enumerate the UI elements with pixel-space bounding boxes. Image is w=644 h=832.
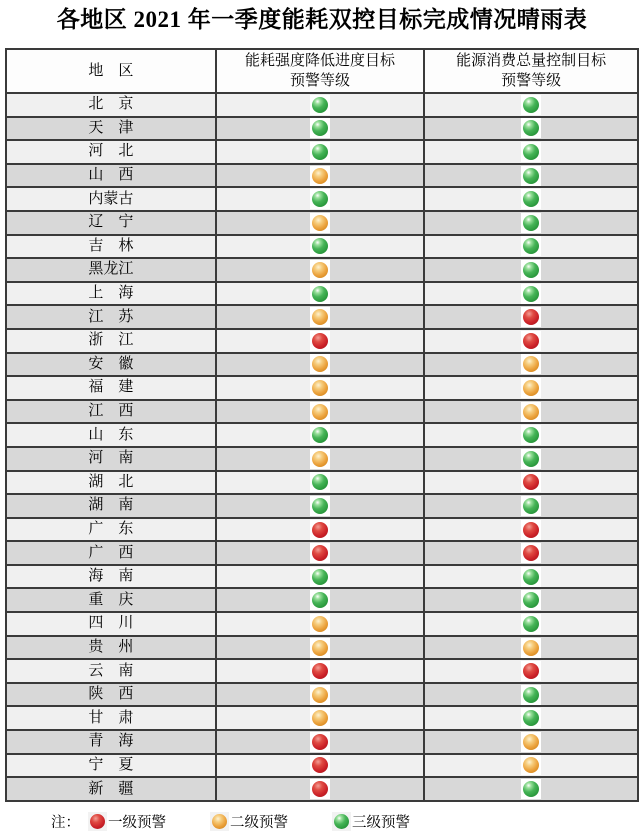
header-region-cell: 地 区 [6,49,216,93]
region-cell: 山 西 [6,164,216,188]
table-row [6,730,638,754]
intensity-warning-cell [216,730,425,754]
barometer-table [5,48,639,802]
region-cell: 江 西 [6,400,216,424]
consumption-warning-cell [424,400,638,424]
warning-dot-icon [310,331,330,351]
warning-dot-icon [310,95,330,115]
warning-dot-icon [521,402,541,422]
warning-dot-icon [521,95,541,115]
warning-dot-icon [521,166,541,186]
region-cell: 河 南 [6,447,216,471]
region-cell: 福 建 [6,376,216,400]
warning-dot-icon [310,166,330,186]
region-cell: 新 疆 [6,777,216,801]
legend-label: 二级预警 [230,814,288,831]
consumption-warning-cell [424,518,638,542]
warning-dot-icon [521,142,541,162]
intensity-warning-cell [216,282,425,306]
warning-dot-icon [521,213,541,233]
consumption-warning-cell [424,258,638,282]
consumption-warning-cell [424,730,638,754]
consumption-warning-cell [424,187,638,211]
consumption-warning-cell [424,423,638,447]
consumption-warning-cell [424,164,638,188]
warning-dot-icon [310,307,330,327]
warning-dot-icon [521,284,541,304]
region-cell: 黑龙江 [6,258,216,282]
table-row [6,494,638,518]
table-row [6,305,638,329]
warning-dot-icon [310,543,330,563]
legend-item [210,811,288,832]
intensity-warning-cell [216,305,425,329]
intensity-warning-cell [216,683,425,707]
consumption-warning-cell [424,447,638,471]
page-title: 各地区 2021 年一季度能耗双控目标完成情况晴雨表 [56,7,588,32]
header-row [6,49,638,93]
region-cell: 青 海 [6,730,216,754]
header-consumption-cell [424,49,638,93]
region-cell: 山 东 [6,423,216,447]
region-cell: 宁 夏 [6,754,216,778]
region-cell: 天 津 [6,117,216,141]
consumption-warning-cell [424,282,638,306]
warning-dot-icon [310,755,330,775]
warning-dot-icon [310,590,330,610]
intensity-warning-cell [216,376,425,400]
consumption-warning-cell [424,636,638,660]
warning-dot-icon [310,708,330,728]
warning-dot-icon [521,661,541,681]
intensity-warning-cell [216,565,425,589]
level2-warning-icon [210,812,229,831]
warning-dot-icon [310,520,330,540]
consumption-warning-cell [424,706,638,730]
intensity-warning-cell [216,93,425,117]
warning-dot-icon [310,354,330,374]
consumption-warning-cell [424,683,638,707]
table-row [6,353,638,377]
warning-dot-icon [521,708,541,728]
warning-dot-icon [521,685,541,705]
warning-dot-icon [521,331,541,351]
table-row [6,423,638,447]
consumption-warning-cell [424,777,638,801]
table-row [6,329,638,353]
warning-dot-icon [521,425,541,445]
intensity-warning-cell [216,211,425,235]
header-intensity-cell [216,49,425,93]
table-row [6,93,638,117]
header-consumption-line1: 能源消费总量控制目标 [456,53,607,69]
consumption-warning-cell [424,471,638,495]
header-intensity-line1: 能耗强度降低进度目标 [244,53,395,69]
intensity-warning-cell [216,494,425,518]
warning-dot-icon [310,142,330,162]
table-row [6,235,638,259]
region-cell: 湖 南 [6,494,216,518]
header-consumption-line2: 预警等级 [501,73,562,89]
warning-dot-icon [310,661,330,681]
warning-dot-icon [521,118,541,138]
table-row [6,187,638,211]
consumption-warning-cell [424,353,638,377]
warning-dot-icon [310,284,330,304]
warning-dot-icon [521,496,541,516]
legend-note: 注： [51,814,80,831]
warning-dot-icon [521,378,541,398]
intensity-warning-cell [216,400,425,424]
region-cell: 贵 州 [6,636,216,660]
intensity-warning-cell [216,187,425,211]
intensity-warning-cell [216,447,425,471]
table-row [6,471,638,495]
warning-dot-icon [521,307,541,327]
legend-item [332,811,410,832]
warning-dot-icon [521,732,541,752]
intensity-warning-cell [216,353,425,377]
intensity-warning-cell [216,235,425,259]
intensity-warning-cell [216,659,425,683]
legend-item [88,811,166,832]
consumption-warning-cell [424,659,638,683]
region-cell: 重 庆 [6,588,216,612]
region-cell: 江 苏 [6,305,216,329]
region-cell: 甘 肃 [6,706,216,730]
consumption-warning-cell [424,588,638,612]
region-cell: 湖 北 [6,471,216,495]
consumption-warning-cell [424,117,638,141]
warning-dot-icon [310,638,330,658]
intensity-warning-cell [216,754,425,778]
intensity-warning-cell [216,258,425,282]
intensity-warning-cell [216,636,425,660]
consumption-warning-cell [424,140,638,164]
warning-dot-icon [310,213,330,233]
consumption-warning-cell [424,235,638,259]
region-cell: 陕 西 [6,683,216,707]
consumption-warning-cell [424,93,638,117]
region-cell: 海 南 [6,565,216,589]
region-cell: 北 京 [6,93,216,117]
region-cell: 四 川 [6,612,216,636]
table-row [6,282,638,306]
table-row [6,164,638,188]
table-row [6,565,638,589]
warning-dot-icon [521,614,541,634]
warning-dot-icon [521,567,541,587]
region-cell: 上 海 [6,282,216,306]
intensity-warning-cell [216,612,425,636]
warning-dot-icon [310,567,330,587]
warning-dot-icon [310,614,330,634]
table-row [6,447,638,471]
warning-dot-icon [310,402,330,422]
table-row [6,400,638,424]
warning-dot-icon [310,118,330,138]
table-row [6,541,638,565]
region-cell: 辽 宁 [6,211,216,235]
table-body [6,93,638,801]
region-cell: 安 徽 [6,353,216,377]
warning-dot-icon [521,260,541,280]
table-row [6,659,638,683]
warning-dot-icon [310,449,330,469]
warning-dot-icon [310,236,330,256]
consumption-warning-cell [424,565,638,589]
warning-dot-icon [521,590,541,610]
warning-dot-icon [310,189,330,209]
warning-dot-icon [521,472,541,492]
warning-dot-icon [521,638,541,658]
intensity-warning-cell [216,471,425,495]
warning-dot-icon [521,236,541,256]
intensity-warning-cell [216,541,425,565]
level1-warning-icon [88,812,107,831]
warning-dot-icon [310,472,330,492]
intensity-warning-cell [216,777,425,801]
table-row [6,140,638,164]
intensity-warning-cell [216,518,425,542]
warning-dot-icon [521,543,541,563]
warning-dot-icon [310,260,330,280]
consumption-warning-cell [424,754,638,778]
consumption-warning-cell [424,305,638,329]
table-header [6,49,638,93]
table-row [6,518,638,542]
consumption-warning-cell [424,612,638,636]
region-cell: 广 西 [6,541,216,565]
consumption-warning-cell [424,494,638,518]
intensity-warning-cell [216,706,425,730]
region-cell: 浙 江 [6,329,216,353]
region-cell: 河 北 [6,140,216,164]
table-row [6,211,638,235]
warning-dot-icon [310,779,330,799]
region-cell: 吉 林 [6,235,216,259]
consumption-warning-cell [424,376,638,400]
level3-warning-icon [332,812,351,831]
region-cell: 内蒙古 [6,187,216,211]
consumption-warning-cell [424,211,638,235]
warning-dot-icon [310,685,330,705]
warning-dot-icon [521,354,541,374]
warning-dot-icon [521,189,541,209]
warning-dot-icon [310,732,330,752]
legend [0,811,644,832]
warning-dot-icon [521,520,541,540]
table-row [6,117,638,141]
warning-dot-icon [310,496,330,516]
warning-dot-icon [310,425,330,445]
table-row [6,612,638,636]
table-row [6,777,638,801]
intensity-warning-cell [216,329,425,353]
intensity-warning-cell [216,164,425,188]
region-cell: 广 东 [6,518,216,542]
intensity-warning-cell [216,117,425,141]
table-row [6,258,638,282]
consumption-warning-cell [424,329,638,353]
consumption-warning-cell [424,541,638,565]
legend-label: 三级预警 [352,814,410,831]
intensity-warning-cell [216,140,425,164]
warning-dot-icon [521,449,541,469]
table-row [6,376,638,400]
warning-dot-icon [310,378,330,398]
table-row [6,636,638,660]
table-row [6,754,638,778]
intensity-warning-cell [216,588,425,612]
table-row [6,683,638,707]
region-cell: 云 南 [6,659,216,683]
intensity-warning-cell [216,423,425,447]
legend-label: 一级预警 [108,814,166,831]
warning-dot-icon [521,755,541,775]
table-row [6,706,638,730]
warning-dot-icon [521,779,541,799]
header-intensity-line2: 预警等级 [289,73,350,89]
table-row [6,588,638,612]
